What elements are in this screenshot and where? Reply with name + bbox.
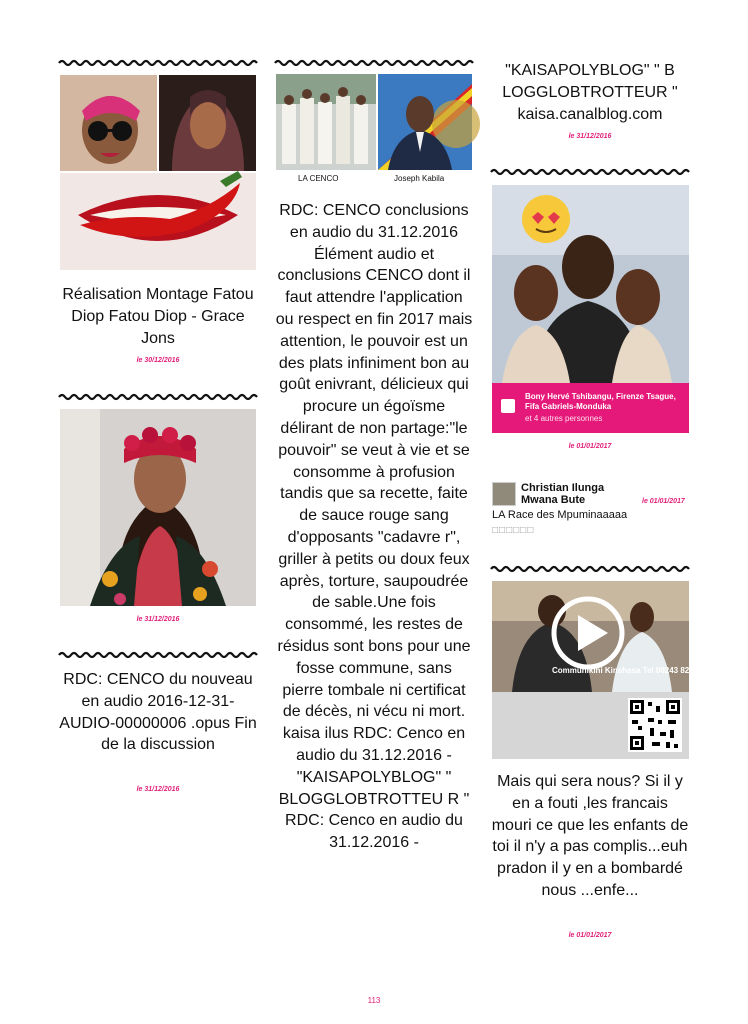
comment-author[interactable]: Christian Ilunga Mwana Bute (521, 482, 605, 506)
post-title[interactable]: Mais qui sera nous? Si il y en a fouti ,les francais mouri ce que les enfants de toi il n'y a pas complis...euh pradon il y en a bombardé nous ...enfe... (491, 773, 689, 899)
post-title[interactable]: "KAISAPOLYBLOG" " B LOGGLOBTROTTEUR " kaisa.canalblog.com (502, 62, 678, 123)
comment-glyphs: □□□□□□ (492, 525, 535, 536)
comment-text: LA Race des Mpuminaaaaa (492, 509, 628, 521)
comment-date: le 01/01/2017 (642, 498, 685, 505)
wavy-divider (59, 392, 257, 402)
post-date: le 31/12/2016 (136, 616, 180, 623)
likes-more: et 4 autres personnes (525, 414, 603, 423)
post-date: le 01/01/2017 (568, 443, 612, 450)
qr-code-icon[interactable] (628, 698, 682, 752)
page-number: 113 (367, 996, 381, 1005)
post-title[interactable]: Réalisation Montage Fatou Diop Fatou Diop - Grace Jons (62, 286, 254, 347)
video-thumbnail[interactable] (492, 581, 728, 692)
post-date: le 01/01/2017 (568, 932, 612, 939)
avatar (492, 482, 516, 506)
image-caption-left: LA CENCO (298, 174, 339, 183)
qr-panel (492, 692, 689, 759)
family-photo[interactable] (492, 185, 689, 383)
post-title[interactable]: RDC: CENCO du nouveau en audio 2016-12-31-AUDIO-00000006 .opus Fin de la discussion (59, 671, 257, 754)
video-overlay-text: Communikini Kinshasa Tel 00243 82 53 55 565 (552, 666, 728, 675)
portrait-image[interactable] (60, 409, 256, 606)
cenco-kabila-image[interactable] (276, 74, 472, 186)
thumbs-up-icon (501, 399, 515, 413)
wavy-divider (491, 167, 689, 177)
comment (492, 482, 689, 542)
wavy-divider (275, 58, 473, 68)
image-caption-right: Joseph Kabila (394, 174, 445, 183)
post-date: le 30/12/2016 (136, 357, 180, 364)
wavy-divider (59, 650, 257, 660)
wavy-divider (491, 564, 689, 574)
likes-names: Bony Hervé Tshibangu, Firenze Tsague, Fifa Gabriels-Monduka (525, 392, 676, 411)
post-date: le 31/12/2016 (136, 786, 180, 793)
post-date: le 31/12/2016 (568, 133, 612, 140)
article-body[interactable]: RDC: CENCO conclusions en audio du 31.12.2016 Élément audio et conclusions CENCO dont il faut attendre l'application ou respect en fin 2017 mais attention, le pouvoir est un des plats infiniment bon au goût enivrant, délicieux qui procure un égoïsme délirant de non partage:"le pouvoir" se veut à vie et se consomme à profusion tandis que sa recette, faite de sauce rouge sang d'opposants "cadavre r", griller à petits ou doux feux après, torture, saupoudrée de sable.Une fois consommé, les restes de résidus sont bons pour une fosse commune, sans pierre tombale ni certificat de décès, ni vécu ni mort. kaisa ilus RDC: Cenco en audio du 31.12.2016 - "KAISAPOLYBLOG" " BLOGGLOBTROTTEU R " RDC: Cenco en audio du 31.12.2016 - (275, 202, 473, 852)
wavy-divider (59, 58, 257, 68)
like-bar[interactable] (492, 383, 689, 433)
montage-image[interactable] (60, 75, 256, 270)
